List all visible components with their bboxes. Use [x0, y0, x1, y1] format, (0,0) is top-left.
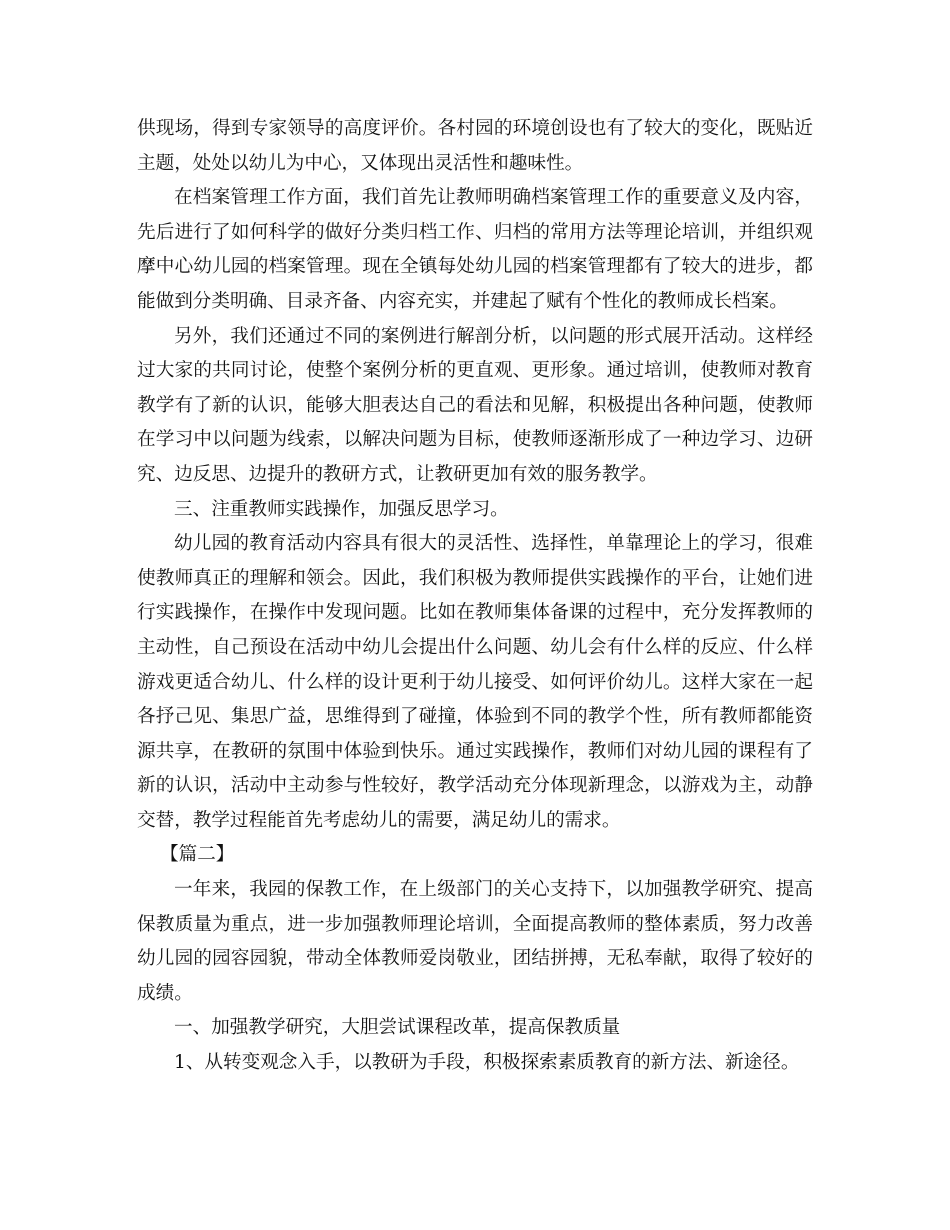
- paragraph-intro-year: 一年来，我园的保教工作，在上级部门的关心支持下，以加强教学研究、提高保教质量为重点，进一步加强教师理论培训，全面提高教师的整体素质，努力改善幼儿园的园容园貌，带动全体教师爱岗敬业，团结拼搏，无私奉献，取得了较好的成绩。: [137, 879, 813, 1004]
- paragraph-practice: 幼儿园的教育活动内容具有很大的灵活性、选择性，单靠理论上的学习，很难使教师真正的理解和领会。因此，我们积极为教师提供实践操作的平台，让她们进行实践操作，在操作中发现问题。比如在教师集体备课的过程中，充分发挥教师的主动性，自己预设在活动中幼儿会提出什么问题、幼儿会有什么样的反应、什么样游戏更适合幼儿、什么样的设计更利于幼儿接受、如何评价幼儿。这样大家在一起各抒己见、集思广益，思维得到了碰撞，体验到不同的教学个性，所有教师都能资源共享，在教研的氛围中体验到快乐。通过实践操作，教师们对幼儿园的课程有了新的认识，活动中主动参与性较好，教学活动充分体现新理念，以游戏为主，动静交替，教学过程能首先考虑幼儿的需要，满足幼儿的需求。: [137, 533, 813, 831]
- paragraph-continuation: 供现场，得到专家领导的高度评价。各村园的环境创设也有了较大的变化，既贴近主题，处处以幼儿为中心，又体现出灵活性和趣味性。: [137, 118, 813, 174]
- paragraph-case-analysis: 另外，我们还通过不同的案例进行解剖分析，以问题的形式展开活动。这样经过大家的共同讨论，使整个案例分析的更直观、更形象。通过培训，使教师对教育教学有了新的认识，能够大胆表达自己的看法和见解，积极提出各种问题，使教师在学习中以问题为线索，以解决问题为目标，使教师逐渐形成了一种边学习、边研究、边反思、边提升的教研方式，让教研更加有效的服务教学。: [137, 325, 813, 485]
- list-item-1: 1、从转变观念入手，以教研为手段，积极探索素质教育的新方法、新途径。: [174, 1052, 800, 1074]
- part-heading: 【篇二】: [160, 844, 235, 866]
- document-page: [137, 112, 813, 1081]
- paragraph-archive-management: 在档案管理工作方面，我们首先让教师明确档案管理工作的重要意义及内容，先后进行了如何科学的做好分类归档工作、归档的常用方法等理论培训，并组织观摩中心幼儿园的档案管理。现在全镇每处幼儿园的档案管理都有了较大的进步，都能做到分类明确、目录齐备、内容充实，并建起了赋有个性化的教师成长档案。: [137, 187, 813, 312]
- section-heading-practice: 三、注重教师实践操作，加强反思学习。: [174, 498, 509, 520]
- section-heading-research: 一、加强教学研究，大胆尝试课程改革，提高保教质量: [174, 1017, 621, 1039]
